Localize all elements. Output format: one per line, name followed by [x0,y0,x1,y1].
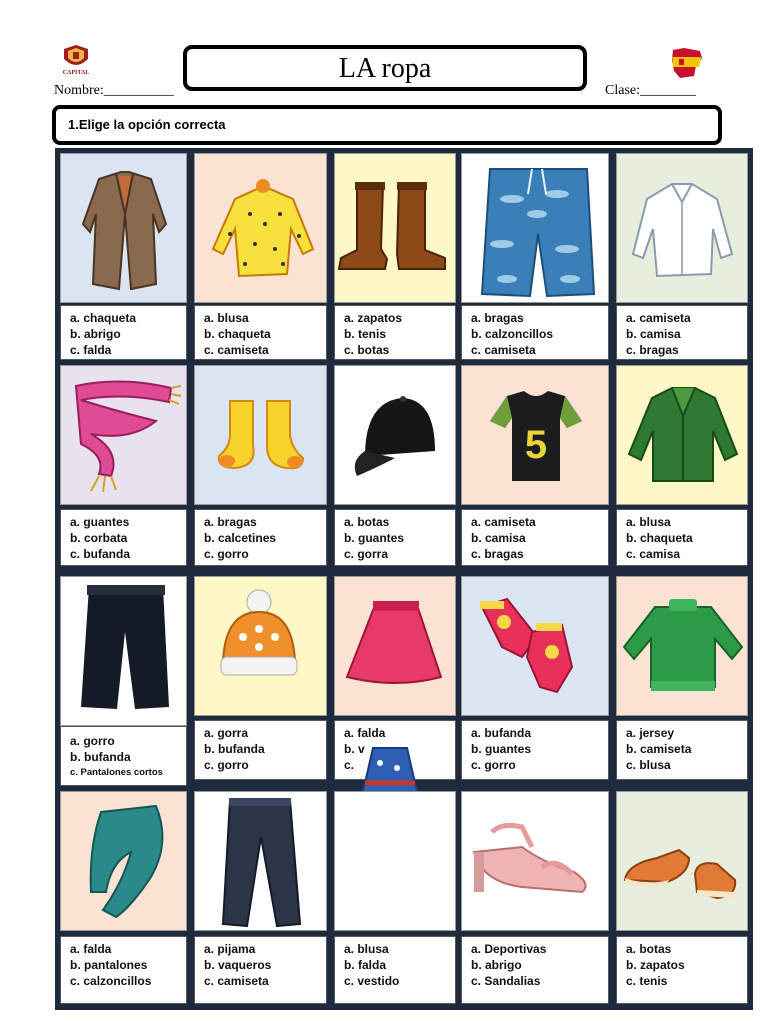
option-b[interactable]: b. calzoncillos [471,327,554,341]
option-c[interactable]: c. Sandalias [471,974,541,988]
option-b[interactable]: b. calcetines [204,531,277,545]
school-crest-icon [58,45,94,83]
option-b[interactable]: b. guantes [471,742,532,756]
option-c[interactable]: c. gorro [471,758,516,772]
options-8 [334,509,456,566]
option-a[interactable]: a. chaqueta [70,311,137,325]
options-17 [194,936,327,1004]
boots-image [334,153,456,303]
options-3 [334,305,456,360]
option-c[interactable]: c. bragas [626,343,679,357]
option-a[interactable]: a. guantes [70,515,130,529]
svg-text:5: 5 [524,423,548,467]
jeans-image [194,791,327,931]
option-b[interactable]: b. chaqueta [626,531,693,545]
option-a[interactable]: a. bufanda [471,726,532,740]
option-c[interactable]: c. vestido [344,974,400,988]
options-15 [616,720,748,780]
option-c[interactable]: c. camiseta [204,974,269,988]
white-shirt-image [616,153,748,303]
option-c[interactable]: c. falda [70,343,112,357]
beanie-image [194,576,327,716]
options-2 [194,305,327,360]
shoes-image [616,791,748,931]
option-a[interactable]: a. botas [344,515,390,529]
clothing-grid [55,148,753,1010]
socks-image [194,365,327,505]
option-b[interactable]: b. pantalones [70,958,148,972]
option-b[interactable]: b. bufanda [204,742,265,756]
options-11 [60,726,187,786]
option-c[interactable]: c. camiseta [471,343,536,357]
swim-shorts-image [461,153,609,303]
options-5 [616,305,748,360]
option-b[interactable]: b. falda [344,958,387,972]
option-c[interactable]: c. [344,758,355,772]
options-16 [60,936,187,1004]
dress-card-background [334,791,456,931]
option-a[interactable]: a. zapatos [344,311,403,325]
option-a[interactable]: a. camiseta [471,515,536,529]
option-c[interactable]: c. camisa [626,547,681,561]
options-14 [461,720,609,780]
option-a[interactable]: a. camiseta [626,311,691,325]
option-c[interactable]: c. botas [344,343,390,357]
option-a[interactable]: a. jersey [626,726,675,740]
option-a[interactable]: a. blusa [344,942,389,956]
coat-image [60,153,187,303]
green-jacket-image [616,365,748,505]
option-c[interactable]: c. tenis [626,974,668,988]
gloves-image [461,576,609,716]
sweater-image [616,576,748,716]
option-b[interactable]: b. bufanda [70,750,131,764]
option-c[interactable]: c. blusa [626,758,671,772]
option-a[interactable]: a. bragas [471,311,524,325]
option-a[interactable]: a. Deportivas [471,942,547,956]
option-b[interactable]: b. guantes [344,531,405,545]
instruction-heading: 1.Elige la opción correcta [52,105,722,145]
skirt-image [334,576,456,716]
option-c[interactable]: c. gorro [204,547,249,561]
options-7 [194,509,327,566]
nombre-field[interactable]: Nombre:__________ [54,83,174,98]
options-20 [616,936,748,1004]
option-b[interactable]: b. zapatos [626,958,685,972]
shorts-image [60,576,187,726]
option-c[interactable]: c. bragas [471,547,524,561]
option-a[interactable]: a. blusa [204,311,249,325]
option-a[interactable]: a. falda [70,942,112,956]
option-c[interactable]: c. camiseta [204,343,269,357]
trousers-image [60,791,187,931]
option-b[interactable]: b. abrigo [70,327,121,341]
options-9 [461,509,609,566]
blouse-image [194,153,327,303]
logo-text: CAPITAL [62,70,90,76]
options-18 [334,936,456,1004]
option-c[interactable]: c. Pantalones cortos [70,767,163,778]
options-4 [461,305,609,360]
scarf-image [60,365,187,505]
option-b[interactable]: b. corbata [70,531,128,545]
option-a[interactable]: a. gorra [204,726,249,740]
option-b[interactable]: b. v [344,742,365,756]
options-10 [616,509,748,566]
option-b[interactable]: b. camisa [626,327,681,341]
option-b[interactable]: b. abrigo [471,958,522,972]
option-a[interactable]: a. blusa [626,515,671,529]
page-title: LA ropa [183,45,587,91]
options-12 [194,720,327,780]
option-c[interactable]: c. bufanda [70,547,131,561]
options-1 [60,305,187,360]
option-b[interactable]: b. camisa [471,531,526,545]
cap-image [334,365,456,505]
tshirt-image [461,365,609,505]
option-b[interactable]: b. vaqueros [204,958,272,972]
option-b[interactable]: b. camiseta [626,742,692,756]
options-6 [60,509,187,566]
option-a[interactable]: a. falda [344,726,386,740]
sandals-image [461,791,609,931]
clase-field[interactable]: Clase:________ [605,83,696,98]
option-a[interactable]: a. bragas [204,515,257,529]
option-a[interactable]: a. pijama [204,942,256,956]
option-a[interactable]: a. gorro [70,734,115,748]
option-c[interactable]: c. gorro [204,758,249,772]
spain-map-flag-icon [670,46,704,80]
option-c[interactable]: c. gorra [344,547,389,561]
option-b[interactable]: b. tenis [344,327,387,341]
option-c[interactable]: c. calzoncillos [70,974,152,988]
options-19 [461,936,609,1004]
option-b[interactable]: b. chaqueta [204,327,271,341]
option-a[interactable]: a. botas [626,942,672,956]
